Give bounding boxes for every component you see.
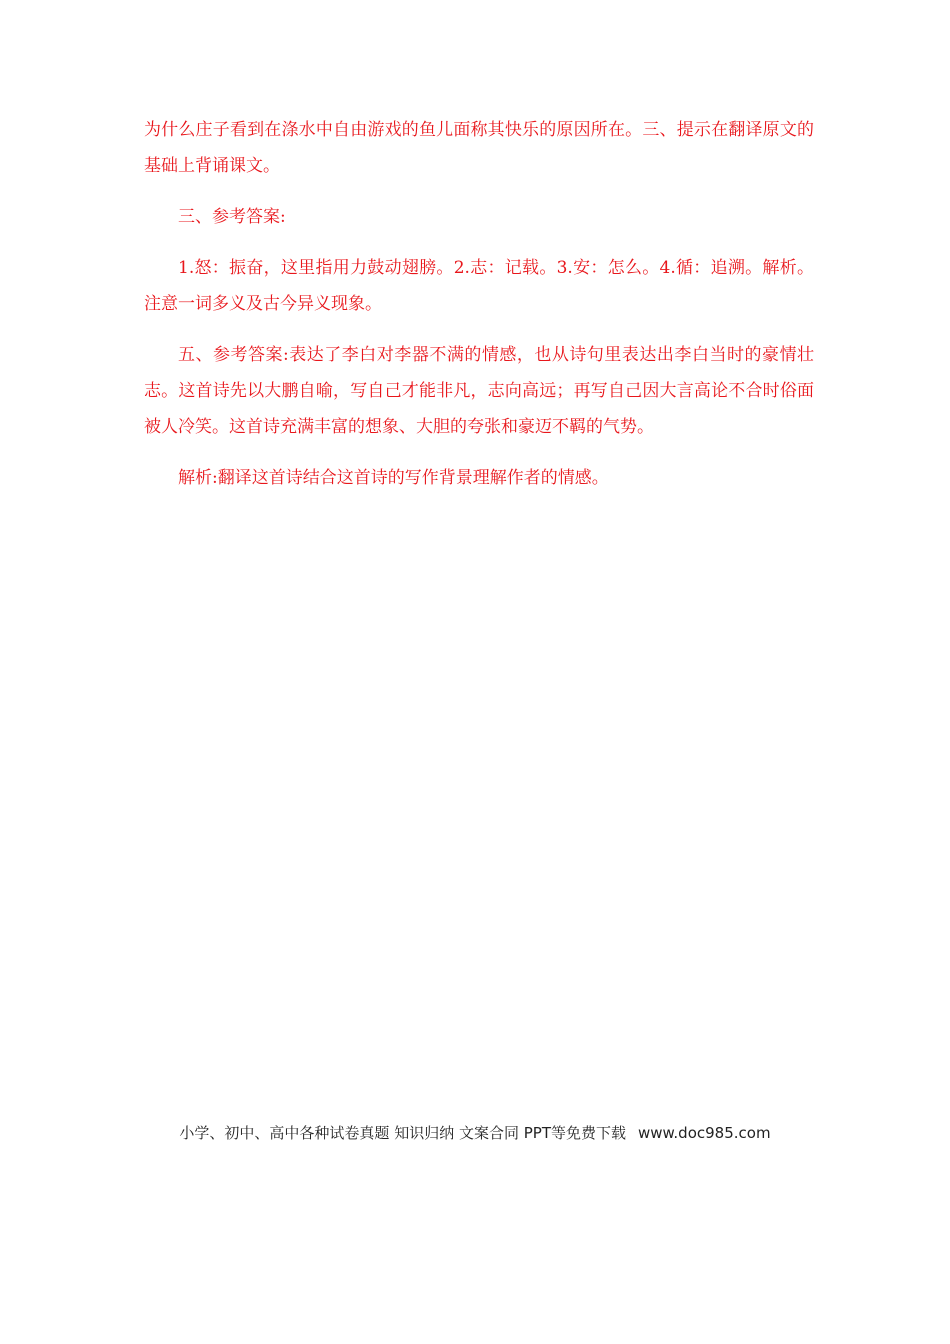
paragraph-continuation: 为什么庄子看到在涤水中自由游戏的鱼儿面称其快乐的原因所在。三、提示在翻译原文的基础上背诵课文。 — [144, 120, 814, 176]
footer-url[interactable]: www.doc985.com — [637, 1124, 771, 1142]
paragraph-section-five-answer: 五、参考答案:表达了李白对李器不满的情感，也从诗句里表达出李白当时的豪情壮志。这首诗先以大鹏自喻，写自己才能非凡，志向高远；再写自己因大言高论不合时俗面被人冷笑。这首诗充满丰富的想象、大胆的夸张和豪迈不羁的气势。 — [144, 345, 814, 437]
page-footer — [0, 1120, 950, 1146]
footer-text: 小学、初中、高中各种试卷真题 知识归纳 文案合同 PPT等免费下载 — [179, 1124, 626, 1142]
paragraph-word-answers: 1.怒：振奋，这里指用力鼓动翅膀。2.志：记载。3.安：怎么。4.循：追溯。解析。注意一词多义及古今异义现象。 — [144, 258, 814, 314]
paragraph-analysis: 解析:翻译这首诗结合这首诗的写作背景理解作者的情感。 — [178, 468, 609, 488]
paragraph-section-three-heading: 三、参考答案: — [178, 207, 286, 227]
document-body — [144, 112, 814, 511]
